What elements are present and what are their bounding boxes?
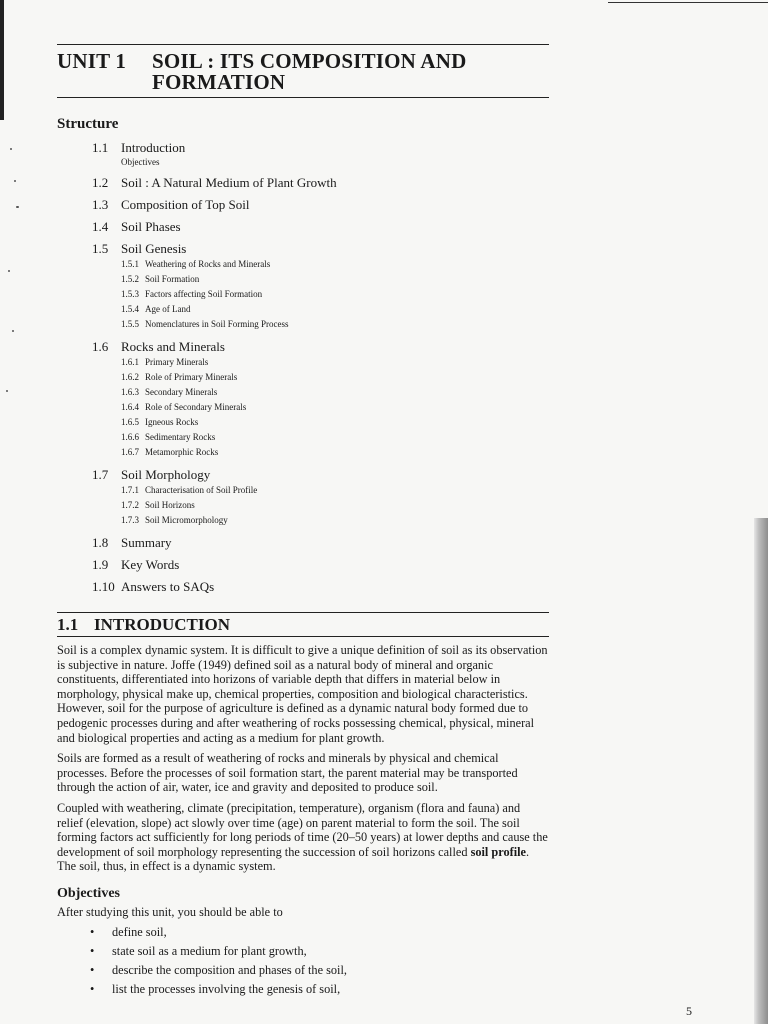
toc-entry-label: Soil Phases bbox=[121, 219, 181, 234]
toc-subentry-label: Weathering of Rocks and Minerals bbox=[145, 259, 271, 269]
toc-subentry-number: 1.6.2 bbox=[121, 372, 139, 382]
toc-subentry bbox=[121, 483, 549, 498]
toc-entry-label: Introduction bbox=[121, 140, 186, 155]
toc-subentry-label: Primary Minerals bbox=[145, 357, 209, 367]
toc-subentry bbox=[121, 302, 549, 317]
objectives-heading: Objectives bbox=[57, 885, 120, 901]
toc-subentry-label: Nomenclatures in Soil Forming Process bbox=[145, 319, 289, 329]
toc-entry-number: 1.9 bbox=[92, 557, 109, 572]
toc-subentry-label: Igneous Rocks bbox=[145, 417, 199, 427]
unit-title-line-2: FORMATION bbox=[152, 70, 286, 94]
toc-subentry bbox=[121, 317, 549, 332]
top-right-rule bbox=[608, 2, 768, 3]
toc-entry bbox=[92, 467, 549, 482]
toc-subentries bbox=[57, 483, 549, 528]
objectives-list bbox=[57, 923, 549, 999]
binding-edge-left bbox=[0, 0, 4, 120]
toc-subentry bbox=[121, 355, 549, 370]
toc-subentry bbox=[121, 272, 549, 287]
rule bbox=[57, 97, 549, 98]
toc-entry-number: 1.4 bbox=[92, 219, 109, 234]
toc-subentry bbox=[121, 513, 549, 528]
toc-subentry-number: 1.7.3 bbox=[121, 515, 139, 525]
toc-subentry-label: Metamorphic Rocks bbox=[145, 447, 219, 457]
toc-subentry bbox=[121, 385, 549, 400]
unit-number: UNIT 1 bbox=[57, 49, 127, 73]
toc-subentry-label: Age of Land bbox=[145, 304, 191, 314]
toc-subentry-number: 1.7.2 bbox=[121, 500, 139, 510]
bold-term: soil profile bbox=[470, 844, 527, 859]
toc-entry bbox=[92, 557, 549, 572]
list-item: • describe the composition and phases of the soil, bbox=[57, 961, 549, 980]
toc-subentry-number: 1.6.3 bbox=[121, 387, 139, 397]
table-of-contents bbox=[57, 140, 549, 594]
toc-subentry-label: Secondary Minerals bbox=[145, 387, 218, 397]
toc-subentry-number: 1.6.6 bbox=[121, 432, 139, 442]
toc-entry bbox=[92, 197, 549, 212]
toc-entry-label: Composition of Top Soil bbox=[121, 197, 250, 212]
toc-entry bbox=[92, 175, 549, 190]
toc-entry-number: 1.10 bbox=[92, 579, 115, 594]
list-item: • state soil as a medium for plant growth, bbox=[57, 942, 549, 961]
toc-subentry-label: Soil Micromorphology bbox=[145, 515, 228, 525]
paragraph-text: Coupled with weathering, climate (precipitation, temperature), organism (flora and fauna) and relief (elevation, slope) act slowly over time (age) on parent material to form the soil. The soil forming factors act sufficiently for long periods of time (20–50 years) at lower depths and cause the development of soil morphology representing the succession of soil horizons called bbox=[57, 800, 548, 859]
toc-subentry-number: 1.6.1 bbox=[121, 357, 139, 367]
toc-subentry-number: 1.6.4 bbox=[121, 402, 139, 412]
toc-subentry bbox=[121, 400, 549, 415]
toc-subentry bbox=[121, 287, 549, 302]
toc-subentry-number: 1.5.1 bbox=[121, 259, 139, 269]
objectives-lead: After studying this unit, you should be able to bbox=[57, 904, 283, 919]
toc-subentry-label: Role of Secondary Minerals bbox=[145, 402, 247, 412]
toc-subentry-number: 1.5.5 bbox=[121, 319, 139, 329]
toc-entry-label: Soil Morphology bbox=[121, 467, 211, 482]
toc-entry-label: Rocks and Minerals bbox=[121, 339, 225, 354]
section-title-text: INTRODUCTION bbox=[94, 615, 231, 634]
toc-subentry bbox=[121, 415, 549, 430]
toc-entry bbox=[92, 535, 549, 550]
toc-entry-number: 1.7 bbox=[92, 467, 109, 482]
toc-subentry-label: Characterisation of Soil Profile bbox=[145, 485, 258, 495]
toc-entry-label: Summary bbox=[121, 535, 172, 550]
toc-entry-number: 1.1 bbox=[92, 140, 109, 155]
list-item: • list the processes involving the genesis of soil, bbox=[57, 980, 549, 999]
toc-subentry-label: Sedimentary Rocks bbox=[145, 432, 216, 442]
section-title bbox=[57, 613, 549, 636]
binding-edge-right bbox=[754, 518, 768, 1024]
toc-subentry bbox=[121, 445, 549, 460]
toc-objectives: Objectives bbox=[121, 157, 160, 167]
toc-subentry-number: 1.7.1 bbox=[121, 485, 139, 495]
toc-entry bbox=[92, 579, 549, 594]
toc-subentry bbox=[121, 498, 549, 513]
unit-title bbox=[152, 51, 549, 93]
toc-subentry-number: 1.5.4 bbox=[121, 304, 139, 314]
toc-entry-label: Soil Genesis bbox=[121, 241, 187, 256]
toc-entry-number: 1.2 bbox=[92, 175, 109, 190]
toc-entry bbox=[92, 339, 549, 354]
paragraph-text: . The soil, thus, in effect is a dynamic system. bbox=[57, 844, 530, 874]
unit-heading bbox=[57, 45, 549, 97]
rule bbox=[57, 636, 549, 637]
toc-subentries bbox=[57, 257, 549, 332]
toc-entry-number: 1.5 bbox=[92, 241, 109, 256]
toc-entry bbox=[92, 140, 549, 155]
toc-subentry bbox=[121, 430, 549, 445]
toc-entry-label: Answers to SAQs bbox=[121, 579, 215, 594]
toc-subentry bbox=[121, 257, 549, 272]
toc-entry bbox=[92, 241, 549, 256]
intro-paragraph-2: Soils are formed as a result of weathering of rocks and minerals by physical and chemical processes. Before the processes of soil formation start, the parent material may be transported through the action of air, water, ice and gravity and deposited to produce soil. bbox=[57, 751, 518, 795]
toc-entry-label: Soil : A Natural Medium of Plant Growth bbox=[121, 175, 337, 190]
toc-subentry-label: Factors affecting Soil Formation bbox=[145, 289, 263, 299]
toc-entry-number: 1.3 bbox=[92, 197, 109, 212]
toc-entry-number: 1.8 bbox=[92, 535, 109, 550]
toc-entry-number: 1.6 bbox=[92, 339, 109, 354]
toc-subentry-number: 1.6.7 bbox=[121, 447, 139, 457]
introduction-heading bbox=[57, 612, 549, 637]
scan-specks bbox=[2, 120, 22, 440]
toc-entry bbox=[92, 219, 549, 234]
toc-subentries bbox=[57, 355, 549, 460]
page-number: 5 bbox=[686, 1004, 692, 1018]
toc-subentry-label: Soil Horizons bbox=[145, 500, 195, 510]
toc-subentry-number: 1.5.2 bbox=[121, 274, 139, 284]
toc-subentry-number: 1.6.5 bbox=[121, 417, 139, 427]
structure-heading: Structure bbox=[57, 116, 119, 132]
toc-subentry-number: 1.5.3 bbox=[121, 289, 139, 299]
toc-subentry bbox=[121, 370, 549, 385]
intro-paragraph-3 bbox=[57, 801, 549, 874]
toc-subentry-label: Soil Formation bbox=[145, 274, 200, 284]
unit-title-line-1: SOIL : ITS COMPOSITION AND bbox=[152, 49, 467, 73]
toc-entry-label: Key Words bbox=[121, 557, 180, 572]
toc-subentry-label: Role of Primary Minerals bbox=[145, 372, 238, 382]
section-number: 1.1 bbox=[57, 615, 79, 634]
page-content bbox=[57, 44, 549, 999]
list-item: • define soil, bbox=[57, 923, 549, 942]
intro-paragraph-1: Soil is a complex dynamic system. It is difficult to give a unique definition of soil as its observation is subjective in nature. Joffe (1949) defined soil as a natural body of mineral and organic constituents, differentiated into horizons of variable depth that differs in material below in morphology, physical make up, chemical properties, composition and biological characteristics. However, soil for the purpose of agriculture is defined as a dynamic natural body formed due to pedogenic processes during and after weathering of rocks possessing chemical, physical, mineral and biological properties and acting as a medium for plant growth. bbox=[57, 643, 548, 745]
